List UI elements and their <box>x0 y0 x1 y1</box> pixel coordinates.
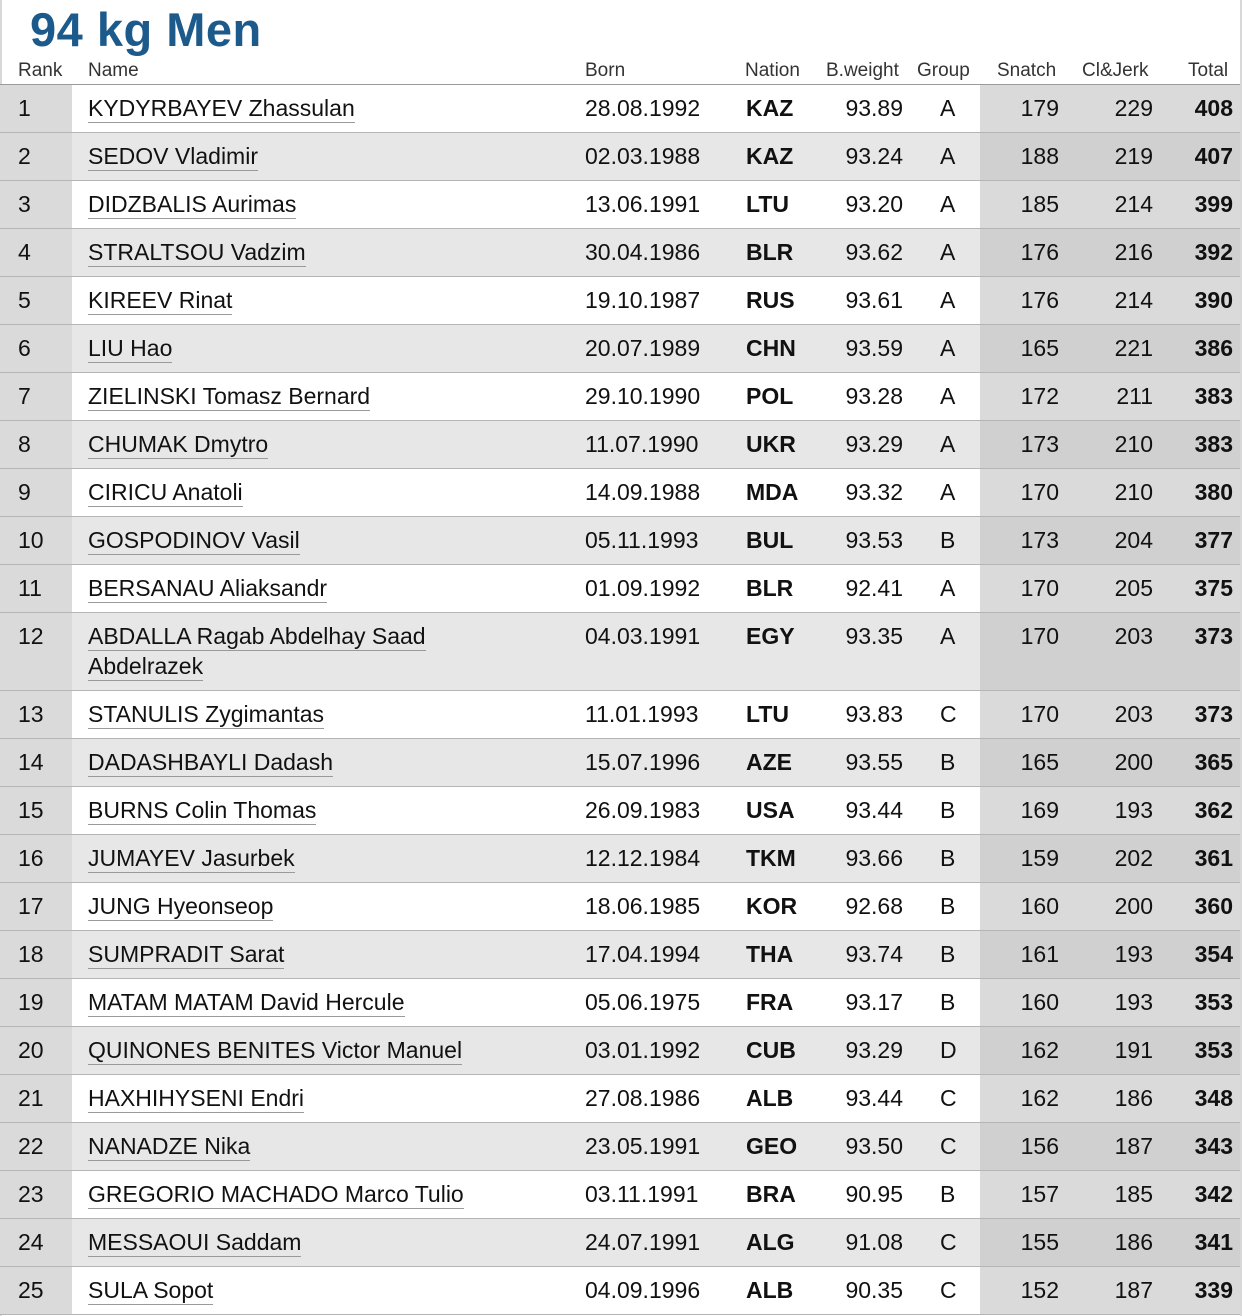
row-background <box>0 421 72 468</box>
cell-name <box>88 237 478 267</box>
cell-born: 13.06.1991 <box>585 191 701 217</box>
cell-rank: 16 <box>18 845 44 871</box>
cell-rank: 11 <box>18 575 42 601</box>
header-bweight: B.weight <box>826 60 899 81</box>
cell-rank: 18 <box>18 941 44 967</box>
cell-name <box>88 699 478 729</box>
cell-cljerk: 229 <box>1114 95 1153 121</box>
cell-total: 360 <box>1194 893 1233 919</box>
athlete-name-link[interactable]: SUMPRADIT Sarat <box>88 941 285 967</box>
athlete-name-link[interactable]: ABDALLA Ragab Abdelhay Saad Abdelrazek <box>88 623 426 679</box>
cell-bweight: 91.08 <box>845 1229 903 1255</box>
cell-born: 01.09.1992 <box>585 575 701 601</box>
cell-snatch: 160 <box>1020 893 1059 919</box>
cell-nation: BUL <box>746 527 794 553</box>
cell-born: 17.04.1994 <box>585 941 701 967</box>
row-background <box>0 277 72 324</box>
athlete-name-link[interactable]: CIRICU Anatoli <box>88 479 243 505</box>
cell-snatch: 159 <box>1020 845 1059 871</box>
cell-born: 12.12.1984 <box>585 845 701 871</box>
cell-group: C <box>940 1229 957 1255</box>
table-row <box>0 277 1240 325</box>
cell-name <box>88 93 478 123</box>
cell-nation: EGY <box>746 623 795 649</box>
cell-bweight: 93.89 <box>845 95 903 121</box>
table-row <box>0 979 1240 1027</box>
cell-born: 04.09.1996 <box>585 1277 701 1303</box>
table-row <box>0 325 1240 373</box>
cell-bweight: 93.53 <box>845 527 903 553</box>
cell-cljerk: 205 <box>1114 575 1153 601</box>
cell-snatch: 170 <box>1020 479 1059 505</box>
cell-cljerk: 214 <box>1114 191 1153 217</box>
table-row <box>0 229 1240 277</box>
cell-born: 04.03.1991 <box>585 623 701 649</box>
cell-name <box>88 429 478 459</box>
table-row <box>0 613 1240 691</box>
cell-nation: MDA <box>746 479 799 505</box>
cell-name <box>88 1275 478 1305</box>
cell-bweight: 93.44 <box>845 1085 903 1111</box>
table-row <box>0 739 1240 787</box>
cell-total: 362 <box>1194 797 1233 823</box>
cell-bweight: 93.24 <box>845 143 903 169</box>
table-row <box>0 931 1240 979</box>
header-group: Group <box>917 60 970 81</box>
cell-name <box>88 621 478 681</box>
athlete-name-link[interactable]: QUINONES BENITES Victor Manuel <box>88 1037 463 1063</box>
cell-born: 14.09.1988 <box>585 479 701 505</box>
cell-group: A <box>940 335 956 361</box>
header-rank: Rank <box>18 60 63 81</box>
cell-born: 27.08.1986 <box>585 1085 701 1111</box>
table-row <box>0 421 1240 469</box>
row-background <box>0 373 72 420</box>
cell-born: 29.10.1990 <box>585 383 701 409</box>
row-background <box>0 229 72 276</box>
athlete-name-link[interactable]: STRALTSOU Vadzim <box>88 239 306 265</box>
cell-group: B <box>940 527 956 553</box>
cell-bweight: 93.66 <box>845 845 903 871</box>
cell-name <box>88 795 478 825</box>
cell-nation: FRA <box>746 989 794 1015</box>
row-background <box>0 469 72 516</box>
cell-nation: ALB <box>746 1277 794 1303</box>
cell-name <box>88 1227 478 1257</box>
cell-name <box>88 189 478 219</box>
athlete-name-link[interactable]: ZIELINSKI Tomasz Bernard <box>88 383 371 409</box>
athlete-name-link[interactable]: DIDZBALIS Aurimas <box>88 191 297 217</box>
athlete-name-link[interactable]: HAXHIHYSENI Endri <box>88 1085 305 1111</box>
header-snatch: Snatch <box>997 60 1057 81</box>
cell-total: 354 <box>1194 941 1233 967</box>
cell-bweight: 93.50 <box>845 1133 903 1159</box>
right-border <box>1240 0 1242 1316</box>
cell-born: 11.01.1993 <box>585 701 699 727</box>
cell-nation: AZE <box>746 749 792 775</box>
cell-cljerk: 193 <box>1114 941 1153 967</box>
cell-group: A <box>940 431 956 457</box>
cell-group: B <box>940 893 956 919</box>
cell-snatch: 170 <box>1020 701 1059 727</box>
table-row <box>0 1171 1240 1219</box>
cell-snatch: 156 <box>1020 1133 1059 1159</box>
cell-group: A <box>940 479 956 505</box>
header-nation: Nation <box>745 60 800 81</box>
athlete-name-link[interactable]: SEDOV Vladimir <box>88 143 258 169</box>
cell-group: C <box>940 1085 957 1111</box>
cell-bweight: 93.62 <box>845 239 903 265</box>
cell-bweight: 93.29 <box>845 431 903 457</box>
cell-nation: KAZ <box>746 95 794 121</box>
cell-bweight: 92.41 <box>845 575 903 601</box>
cell-nation: ALG <box>746 1229 795 1255</box>
cell-rank: 8 <box>18 431 31 457</box>
cell-bweight: 93.28 <box>845 383 903 409</box>
athlete-name-link[interactable]: SULA Sopot <box>88 1277 214 1303</box>
cell-total: 377 <box>1194 527 1233 553</box>
cell-rank: 15 <box>18 797 44 823</box>
cell-name <box>88 1179 478 1209</box>
cell-rank: 14 <box>18 749 44 775</box>
cell-name <box>88 333 478 363</box>
cell-snatch: 176 <box>1020 239 1059 265</box>
cell-born: 18.06.1985 <box>585 893 701 919</box>
table-header <box>0 58 1240 84</box>
cell-born: 15.07.1996 <box>585 749 701 775</box>
table-row <box>0 835 1240 883</box>
athlete-name-link[interactable]: DADASHBAYLI Dadash <box>88 749 334 775</box>
cell-group: A <box>940 95 956 121</box>
athlete-name-link[interactable]: BURNS Colin Thomas <box>88 797 317 823</box>
cell-cljerk: 219 <box>1114 143 1153 169</box>
cell-rank: 2 <box>18 143 31 169</box>
cell-nation: BLR <box>746 239 794 265</box>
cell-total: 380 <box>1194 479 1233 505</box>
cell-group: B <box>940 797 956 823</box>
cell-rank: 5 <box>18 287 31 313</box>
table-row <box>0 133 1240 181</box>
cell-cljerk: 191 <box>1114 1037 1153 1063</box>
cell-total: 365 <box>1194 749 1233 775</box>
athlete-name-link[interactable]: JUMAYEV Jasurbek <box>88 845 295 871</box>
cell-rank: 4 <box>18 239 31 265</box>
cell-snatch: 172 <box>1020 383 1059 409</box>
cell-rank: 7 <box>18 383 31 409</box>
cell-cljerk: 187 <box>1114 1277 1153 1303</box>
cell-total: 353 <box>1194 989 1233 1015</box>
cell-name <box>88 477 478 507</box>
cell-cljerk: 187 <box>1114 1133 1153 1159</box>
cell-nation: CHN <box>746 335 796 361</box>
cell-cljerk: 204 <box>1114 527 1153 553</box>
cell-group: A <box>940 143 956 169</box>
table-row <box>0 565 1240 613</box>
cell-nation: ALB <box>746 1085 794 1111</box>
cell-cljerk: 200 <box>1114 893 1153 919</box>
cell-bweight: 93.83 <box>845 701 903 727</box>
row-background <box>0 325 72 372</box>
cell-born: 19.10.1987 <box>585 287 701 313</box>
cell-rank: 17 <box>18 893 44 919</box>
table-row <box>0 373 1240 421</box>
cell-total: 339 <box>1194 1277 1233 1303</box>
header-cljerk: Cl&Jerk <box>1082 60 1149 81</box>
cell-bweight: 93.17 <box>845 989 903 1015</box>
cell-cljerk: 186 <box>1114 1085 1153 1111</box>
cell-total: 392 <box>1194 239 1233 265</box>
cell-born: 30.04.1986 <box>585 239 701 265</box>
cell-nation: USA <box>746 797 795 823</box>
cell-snatch: 173 <box>1020 431 1059 457</box>
cell-snatch: 155 <box>1020 1229 1059 1255</box>
cell-bweight: 93.32 <box>845 479 903 505</box>
cell-born: 11.07.1990 <box>585 431 699 457</box>
cell-nation: GEO <box>746 1133 798 1159</box>
row-background <box>0 133 72 180</box>
table-row <box>0 1219 1240 1267</box>
cell-total: 361 <box>1194 845 1233 871</box>
cell-snatch: 152 <box>1020 1277 1059 1303</box>
cell-born: 24.07.1991 <box>585 1229 701 1255</box>
cell-nation: LTU <box>746 191 790 217</box>
cell-bweight: 93.61 <box>845 287 903 313</box>
cell-nation: CUB <box>746 1037 796 1063</box>
table-row <box>0 517 1240 565</box>
cell-rank: 6 <box>18 335 31 361</box>
cell-name <box>88 747 478 777</box>
cell-group: A <box>940 239 956 265</box>
cell-total: 342 <box>1194 1181 1233 1207</box>
cell-born: 26.09.1983 <box>585 797 701 823</box>
cell-total: 399 <box>1194 191 1233 217</box>
cell-nation: BLR <box>746 575 794 601</box>
cell-bweight: 93.55 <box>845 749 903 775</box>
cell-total: 353 <box>1194 1037 1233 1063</box>
cell-bweight: 92.68 <box>845 893 903 919</box>
cell-born: 20.07.1989 <box>585 335 701 361</box>
athlete-name-link[interactable]: BERSANAU Aliaksandr <box>88 575 328 601</box>
athlete-name-link[interactable]: KYDYRBAYEV Zhassulan <box>88 95 355 121</box>
cell-total: 373 <box>1194 623 1233 649</box>
cell-bweight: 90.35 <box>845 1277 903 1303</box>
cell-rank: 1 <box>18 95 31 121</box>
page-title: 94 kg Men <box>30 3 262 56</box>
cell-name <box>88 1131 478 1161</box>
cell-total: 348 <box>1194 1085 1233 1111</box>
cell-bweight: 90.95 <box>845 1181 903 1207</box>
athlete-name-link[interactable]: MESSAOUI Saddam <box>88 1229 302 1255</box>
cell-name <box>88 381 478 411</box>
athlete-name-link[interactable]: KIREEV Rinat <box>88 287 233 313</box>
cell-rank: 25 <box>18 1277 44 1303</box>
athlete-name-link[interactable]: LIU Hao <box>88 335 173 361</box>
cell-cljerk: 214 <box>1114 287 1153 313</box>
cell-cljerk: 203 <box>1114 701 1153 727</box>
row-background <box>0 85 72 132</box>
cell-snatch: 188 <box>1020 143 1059 169</box>
cell-group: A <box>940 191 956 217</box>
cell-group: B <box>940 941 956 967</box>
cell-cljerk: 186 <box>1114 1229 1153 1255</box>
cell-total: 390 <box>1194 287 1233 313</box>
cell-name <box>88 573 478 603</box>
cell-rank: 24 <box>18 1229 44 1255</box>
athlete-name-link[interactable]: CHUMAK Dmytro <box>88 431 269 457</box>
cell-snatch: 162 <box>1020 1037 1059 1063</box>
cell-bweight: 93.29 <box>845 1037 903 1063</box>
cell-snatch: 157 <box>1020 1181 1059 1207</box>
cell-snatch: 169 <box>1020 797 1059 823</box>
cell-rank: 12 <box>18 623 44 649</box>
cell-cljerk: 211 <box>1116 383 1153 409</box>
cell-name <box>88 939 478 969</box>
athlete-name-link[interactable]: MATAM MATAM David Hercule <box>88 989 405 1015</box>
cell-nation: POL <box>746 383 794 409</box>
athlete-name-link[interactable]: GREGORIO MACHADO Marco Tulio <box>88 1181 464 1207</box>
cell-group: B <box>940 845 956 871</box>
cell-name <box>88 1083 478 1113</box>
cell-name <box>88 987 478 1017</box>
table-row <box>0 883 1240 931</box>
cell-snatch: 176 <box>1020 287 1059 313</box>
cell-cljerk: 202 <box>1114 845 1153 871</box>
cell-snatch: 179 <box>1020 95 1059 121</box>
cell-group: D <box>940 1037 957 1063</box>
cell-total: 373 <box>1194 701 1233 727</box>
cell-snatch: 160 <box>1020 989 1059 1015</box>
table-row <box>0 1123 1240 1171</box>
cell-total: 343 <box>1194 1133 1233 1159</box>
cell-cljerk: 203 <box>1114 623 1153 649</box>
cell-total: 407 <box>1194 143 1233 169</box>
table-row <box>0 691 1240 739</box>
cell-group: B <box>940 989 956 1015</box>
cell-rank: 22 <box>18 1133 44 1159</box>
results-table <box>0 85 1240 1315</box>
cell-group: C <box>940 1133 957 1159</box>
table-row <box>0 1027 1240 1075</box>
table-row <box>0 787 1240 835</box>
cell-group: A <box>940 575 956 601</box>
cell-bweight: 93.59 <box>845 335 903 361</box>
cell-born: 23.05.1991 <box>585 1133 701 1159</box>
cell-born: 05.11.1993 <box>585 527 699 553</box>
cell-cljerk: 193 <box>1114 989 1153 1015</box>
athlete-name-link[interactable]: STANULIS Zygimantas <box>88 701 325 727</box>
row-background <box>0 181 72 228</box>
cell-bweight: 93.35 <box>845 623 903 649</box>
cell-born: 03.01.1992 <box>585 1037 701 1063</box>
athlete-name-link[interactable]: NANADZE Nika <box>88 1133 251 1159</box>
cell-rank: 3 <box>18 191 31 217</box>
cell-born: 03.11.1991 <box>585 1181 699 1207</box>
table-row <box>0 181 1240 229</box>
table-row <box>0 1075 1240 1123</box>
cell-group: A <box>940 287 956 313</box>
cell-snatch: 165 <box>1020 749 1059 775</box>
cell-nation: TKM <box>746 845 796 871</box>
cell-cljerk: 185 <box>1114 1181 1153 1207</box>
cell-group: C <box>940 701 957 727</box>
cell-rank: 23 <box>18 1181 44 1207</box>
cell-rank: 20 <box>18 1037 44 1063</box>
table-row <box>0 1267 1240 1315</box>
cell-nation: BRA <box>746 1181 796 1207</box>
cell-cljerk: 221 <box>1114 335 1153 361</box>
cell-snatch: 162 <box>1020 1085 1059 1111</box>
table-row <box>0 85 1240 133</box>
table-row <box>0 469 1240 517</box>
cell-snatch: 170 <box>1020 623 1059 649</box>
cell-total: 383 <box>1194 431 1233 457</box>
cell-nation: THA <box>746 941 794 967</box>
cell-name <box>88 525 478 555</box>
cell-snatch: 173 <box>1020 527 1059 553</box>
header-name: Name <box>88 60 139 81</box>
header-total: Total <box>1188 60 1229 81</box>
cell-name <box>88 891 478 921</box>
cell-bweight: 93.44 <box>845 797 903 823</box>
cell-rank: 21 <box>18 1085 44 1111</box>
cell-name <box>88 141 478 171</box>
cell-born: 28.08.1992 <box>585 95 701 121</box>
cell-group: C <box>940 1277 957 1303</box>
cell-cljerk: 200 <box>1114 749 1153 775</box>
cell-nation: LTU <box>746 701 790 727</box>
cell-born: 02.03.1988 <box>585 143 701 169</box>
cell-group: A <box>940 623 956 649</box>
cell-rank: 19 <box>18 989 44 1015</box>
cell-nation: RUS <box>746 287 795 313</box>
cell-name <box>88 1035 478 1065</box>
cell-nation: KOR <box>746 893 798 919</box>
athlete-name-link[interactable]: JUNG Hyeonseop <box>88 893 274 919</box>
cell-snatch: 165 <box>1020 335 1059 361</box>
cell-cljerk: 210 <box>1114 479 1153 505</box>
cell-snatch: 185 <box>1020 191 1059 217</box>
cell-group: B <box>940 1181 956 1207</box>
header-born: Born <box>585 60 626 81</box>
cell-born: 05.06.1975 <box>585 989 701 1015</box>
cell-group: B <box>940 749 956 775</box>
cell-name <box>88 285 478 315</box>
cell-total: 375 <box>1194 575 1233 601</box>
cell-group: A <box>940 383 956 409</box>
cell-rank: 9 <box>18 479 31 505</box>
cell-cljerk: 210 <box>1114 431 1153 457</box>
cell-total: 383 <box>1194 383 1233 409</box>
cell-total: 341 <box>1194 1229 1233 1255</box>
cell-cljerk: 193 <box>1114 797 1153 823</box>
cell-snatch: 161 <box>1020 941 1059 967</box>
cell-cljerk: 216 <box>1114 239 1153 265</box>
cell-snatch: 170 <box>1020 575 1059 601</box>
cell-nation: UKR <box>746 431 796 457</box>
cell-bweight: 93.20 <box>845 191 903 217</box>
cell-total: 386 <box>1194 335 1233 361</box>
cell-name <box>88 843 478 873</box>
cell-nation: KAZ <box>746 143 794 169</box>
athlete-name-link[interactable]: GOSPODINOV Vasil <box>88 527 300 553</box>
cell-bweight: 93.74 <box>845 941 903 967</box>
cell-rank: 13 <box>18 701 44 727</box>
cell-rank: 10 <box>18 527 44 553</box>
cell-total: 408 <box>1194 95 1233 121</box>
